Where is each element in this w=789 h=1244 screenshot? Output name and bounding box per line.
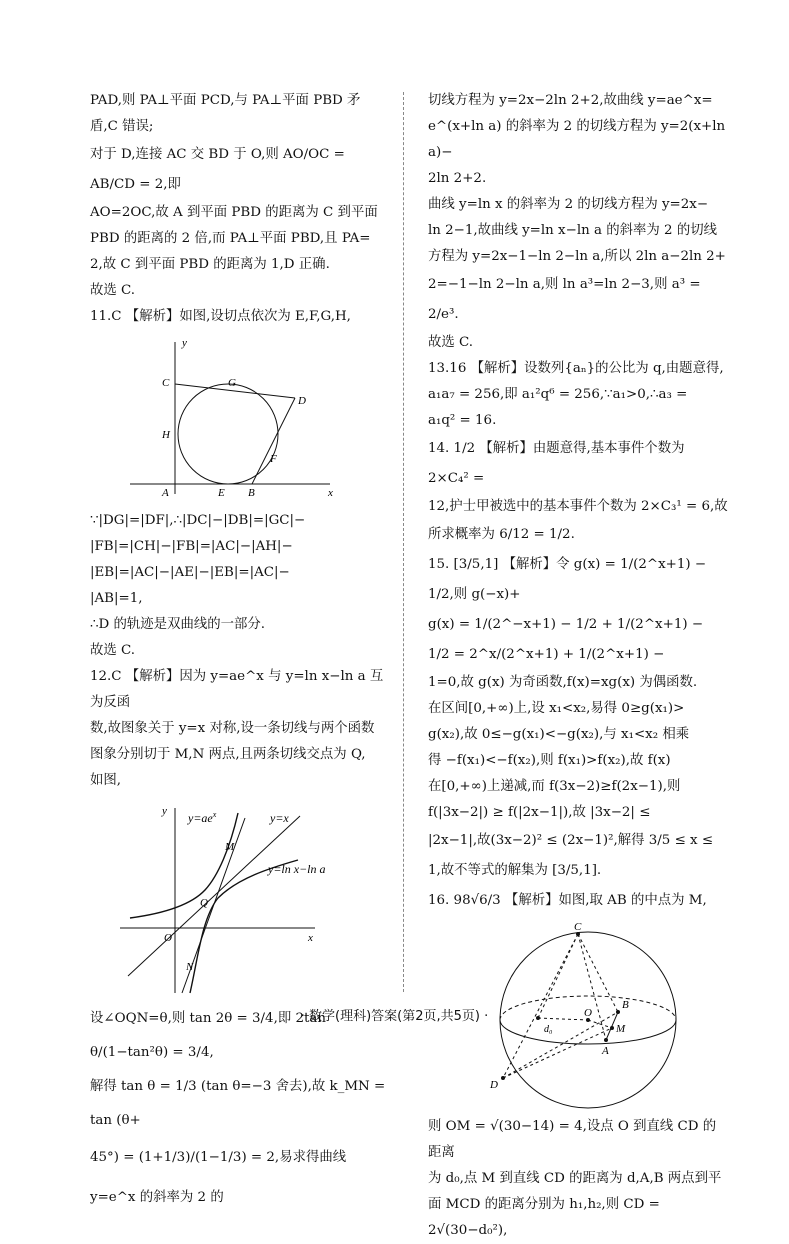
text-line: 故选 C. (428, 335, 474, 350)
text-line: f(|3x−2|) ≥ f(|2x−1|),故 |3x−2| ≤ (428, 805, 651, 820)
text-line: |FB|=|CH|−|FB|=|AC|−|AH|− (90, 539, 293, 554)
text-line: 1=0,故 g(x) 为奇函数,f(x)=xg(x) 为偶函数. (428, 675, 698, 690)
text-line: |2x−1|,故(3x−2)² ≤ (2x−1)²,解得 3/5 ≤ x ≤ (428, 833, 714, 848)
text-line: e^(x+ln a) 的斜率为 2 的切线方程为 y=2(x+ln a)− (428, 119, 726, 160)
point-F-label: F (270, 453, 277, 465)
text-line: PAD,则 PA⊥平面 PCD,与 PA⊥平面 PBD 矛 (90, 93, 361, 108)
curve-log-label: y=ln x−ln a (268, 862, 326, 876)
text-line: |AB|=1, (90, 591, 143, 606)
text-line: 在区间[0,+∞)上,设 x₁<x₂,易得 0≥g(x₁)> (428, 701, 685, 716)
text-line: 得 −f(x₁)<−f(x₂),则 f(x₁)>f(x₂),故 f(x) (428, 753, 671, 768)
point-G-label: G (228, 377, 236, 389)
point-N-label: N (186, 961, 194, 973)
left-column (90, 88, 390, 1218)
text-line: 14. 1/2 【解析】由题意得,基本事件个数为 2×C₄² = (428, 441, 685, 486)
text-line: a₁a₇ = 256,即 a₁²q⁶ = 256,∵a₁>0,∴a₃ = (428, 387, 688, 402)
right-column (428, 88, 728, 1244)
text-line: 2=−1−ln 2−ln a,则 ln a³=ln 2−3,则 a³ = 2/e³. (428, 277, 701, 322)
point-E-label: E (218, 487, 225, 499)
text-line: AO=2OC,故 A 到平面 PBD 的距离为 C 到平面 (90, 205, 378, 220)
text-line: 故选 C. (90, 643, 136, 658)
text-line: 盾,C 错误; (90, 119, 154, 134)
axis-x-label: x (328, 487, 333, 499)
text-line: g(x₂),故 0≤−g(x₁)<−g(x₂),与 x₁<x₂ 相乘 (428, 727, 690, 742)
point-C-label: C (574, 921, 582, 933)
text-line: 如图, (90, 773, 122, 788)
text-line: 所求概率为 6/12 = 1/2. (428, 527, 575, 542)
text-line: 2,故 C 到平面 PBD 的距离为 1,D 正确. (90, 257, 330, 272)
curve-exp-label: $y=ae^x$ (188, 810, 217, 825)
text-line: ∵|DG|=|DF|,∴|DC|−|DB|=|GC|− (90, 513, 306, 528)
text-line: 11.C 【解析】如图,设切点依次为 E,F,G,H, (90, 309, 351, 324)
text-line: 则 OM = √(30−14) = 4,设点 O 到直线 CD 的距离 (428, 1119, 717, 1160)
text-line: 曲线 y=ln x 的斜率为 2 的切线方程为 y=2x− (428, 197, 709, 212)
point-D-label: D (490, 1079, 498, 1091)
point-C-label: C (162, 377, 170, 389)
text-line: 在[0,+∞)上递减,而 f(3x−2)≥f(2x−1),则 (428, 779, 681, 794)
text-line: 为 d₀,点 M 到直线 CD 的距离为 d,A,B 两点到平 (428, 1171, 722, 1186)
text-line: ln 2−1,故曲线 y=ln x−ln a 的斜率为 2 的切线 (428, 223, 717, 238)
point-M-label: M (225, 841, 235, 853)
text-line: 故选 C. (90, 283, 136, 298)
figure-11 (90, 334, 390, 504)
text-line: 设∠OQN=θ,则 tan 2θ = 3/4,即 2tan θ/(1−tan²θ) = 3/4, (90, 1011, 326, 1060)
point-M-label: M (616, 1023, 626, 1035)
figure-12 (90, 798, 390, 998)
origin-label: O (164, 932, 172, 944)
text-line: a₁q² = 16. (428, 413, 497, 428)
line-yx-label: y=x (270, 811, 289, 825)
point-D-label: D (298, 395, 306, 407)
text-line: 15. [3/5,1] 【解析】令 g(x) = 1/(2^x+1) − 1/2,则 g(−x)+ (428, 557, 707, 602)
text-line: 12.C 【解析】因为 y=ae^x 与 y=ln x−ln a 互为反函 (90, 669, 384, 710)
axis-y-label: y (182, 337, 187, 349)
axis-x-label: x (308, 932, 313, 944)
text-line: 2ln 2+2. (428, 171, 487, 186)
point-Q-label: Q (200, 897, 208, 909)
point-B-label: B (622, 999, 629, 1011)
text-line: |EB|=|AC|−|AE|−|EB|=|AC|− (90, 565, 290, 580)
text-line: 面 MCD 的距离分别为 h₁,h₂,则 CD = 2√(30−d₀²), (428, 1197, 660, 1238)
distance-d0-label: d₀ (544, 1024, 553, 1035)
column-divider (403, 92, 404, 992)
text-line: 图象分别切于 M,N 两点,且两条切线交点为 Q, (90, 747, 366, 762)
point-H-label: H (162, 429, 170, 441)
text-line: 切线方程为 y=2x−2ln 2+2,故曲线 y=ae^x= (428, 93, 713, 108)
point-A-label: A (162, 487, 169, 499)
text-line: 16. 98√6/3 【解析】如图,取 AB 的中点为 M, (428, 893, 707, 908)
text-line: ∴D 的轨迹是双曲线的一部分. (90, 617, 266, 632)
text-line: g(x) = 1/(2^−x+1) − 1/2 + 1/(2^x+1) − 1/2 = 2^x/(2^x+1) + 1/(2^x+1) − (428, 617, 704, 662)
text-line: 1,故不等式的解集为 [3/5,1]. (428, 863, 602, 878)
point-B-label: B (248, 487, 255, 499)
text-line: 13.16 【解析】设数列{aₙ}的公比为 q,由题意得, (428, 361, 724, 376)
text-line: 方程为 y=2x−1−ln 2−ln a,所以 2ln a−2ln 2+ (428, 249, 726, 264)
text-line: 解得 tan θ = 1/3 (tan θ=−3 舍去),故 k_MN = tan (θ+ (90, 1079, 386, 1128)
axis-y-label: y (162, 805, 167, 817)
text-line: 12,护士甲被选中的基本事件个数为 2×C₃¹ = 6,故 (428, 499, 728, 514)
page-footer: · 数学(理科)答案(第2页,共5页) · (300, 1009, 489, 1024)
text-line: 对于 D,连接 AC 交 BD 于 O,则 AO/OC = AB/CD = 2,即 (90, 147, 345, 192)
text-line: 数,故图象关于 y=x 对称,设一条切线与两个函数 (90, 721, 375, 736)
point-O-label: O (584, 1007, 592, 1019)
point-A-label: A (602, 1045, 609, 1057)
text-line: 45°) = (1+1/3)/(1−1/3) = 2,易求得曲线 y=e^x 的斜率为 2 的 (90, 1150, 347, 1205)
text-line: PBD 的距离的 2 倍,而 PA⊥平面 PBD,且 PA= (90, 231, 371, 246)
